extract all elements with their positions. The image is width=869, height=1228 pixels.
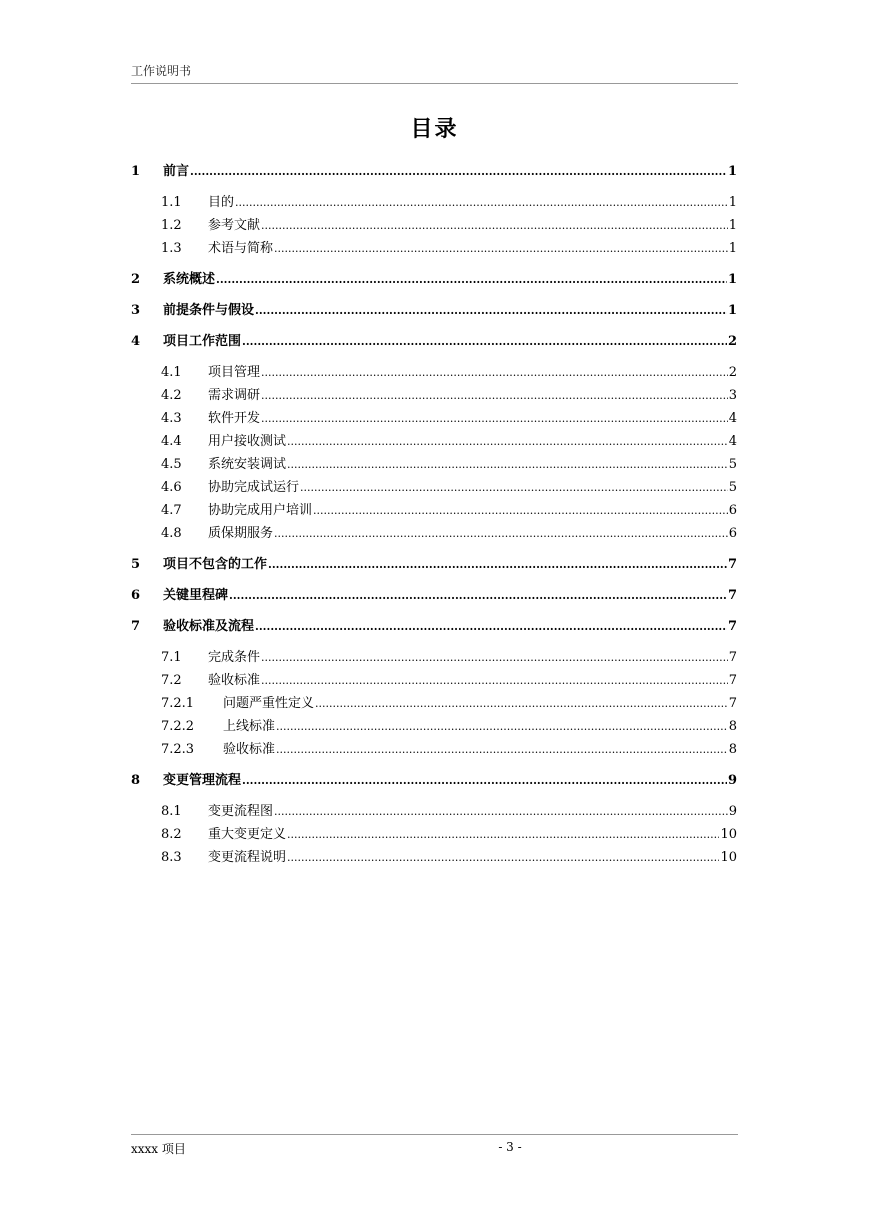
toc-entry-page: 1 (728, 241, 737, 256)
toc-leader-dots (287, 430, 728, 453)
toc-entry-page: 2 (727, 334, 737, 349)
toc-leader-dots (276, 738, 728, 761)
toc-entry-page: 7 (727, 619, 737, 634)
toc-entry[interactable] (131, 738, 737, 761)
toc-entry-number: 4.6 (161, 480, 182, 495)
toc-entry[interactable] (131, 299, 737, 322)
toc-entry-label: 重大变更定义 (208, 827, 287, 842)
toc-entry[interactable] (131, 407, 737, 430)
toc-entry-page: 9 (727, 773, 737, 788)
toc-entry-page: 6 (728, 526, 737, 541)
toc-leader-dots (300, 476, 728, 499)
toc-entry[interactable] (131, 476, 737, 499)
toc-leader-dots (287, 823, 719, 846)
toc-entry-label: 项目不包含的工作 (163, 557, 268, 572)
toc-entry[interactable] (131, 191, 737, 214)
toc-entry-number: 4.8 (161, 526, 182, 541)
toc-entry-page: 7 (728, 673, 737, 688)
toc-entry-page: 5 (728, 457, 737, 472)
toc-entry-label: 需求调研 (208, 388, 261, 403)
toc-entry-number: 7.2.3 (161, 742, 195, 757)
toc-entry[interactable] (131, 499, 737, 522)
toc-entry-page: 7 (728, 650, 737, 665)
toc-entry-label: 验收标准及流程 (163, 619, 255, 634)
toc-entry-page: 8 (728, 742, 737, 757)
toc-leader-dots (287, 453, 728, 476)
toc-entry[interactable] (131, 361, 737, 384)
toc-entry[interactable] (131, 553, 737, 576)
toc-entry-page: 6 (728, 503, 737, 518)
toc-entry-page: 10 (720, 827, 737, 842)
toc-entry-label: 参考文献 (208, 218, 261, 233)
toc-entry-label: 系统安装调试 (208, 457, 287, 472)
toc-entry-page: 1 (727, 164, 737, 179)
toc-entry-number: 4.5 (161, 457, 182, 472)
toc-entry-label: 关键里程碑 (163, 588, 229, 603)
toc-entry-page: 4 (728, 411, 737, 426)
toc-entry[interactable] (131, 692, 737, 715)
table-of-contents (131, 160, 737, 869)
toc-entry[interactable] (131, 669, 737, 692)
toc-leader-dots (242, 769, 727, 792)
toc-entry-page: 5 (728, 480, 737, 495)
toc-entry-number: 4.3 (161, 411, 182, 426)
toc-entry[interactable] (131, 800, 737, 823)
toc-leader-dots (268, 553, 727, 576)
footer-project-name: xxxx 项目 (131, 1142, 186, 1156)
toc-entry-page: 7 (727, 588, 737, 603)
toc-entry-label: 变更管理流程 (163, 773, 242, 788)
toc-entry-number: 8.3 (161, 850, 182, 865)
toc-entry-number: 1.3 (161, 241, 182, 256)
toc-entry-page: 7 (727, 557, 737, 572)
toc-leader-dots (261, 384, 728, 407)
toc-leader-dots (261, 407, 728, 430)
toc-entry-number: 1.2 (161, 218, 182, 233)
toc-entry[interactable] (131, 846, 737, 869)
toc-leader-dots (242, 330, 727, 353)
toc-entry[interactable] (131, 453, 737, 476)
toc-leader-dots (315, 692, 728, 715)
toc-entry-label: 项目管理 (208, 365, 261, 380)
toc-entry-page: 8 (728, 719, 737, 734)
toc-entry[interactable] (131, 823, 737, 846)
toc-leader-dots (287, 846, 719, 869)
footer-rule (131, 1134, 738, 1135)
toc-entry-number: 8 (131, 773, 141, 788)
toc-entry-label: 变更流程说明 (208, 850, 287, 865)
toc-entry[interactable] (131, 769, 737, 792)
toc-entry-label: 目的 (208, 195, 235, 210)
toc-entry-label: 验收标准 (208, 673, 261, 688)
toc-entry-label: 软件开发 (208, 411, 261, 426)
toc-leader-dots (261, 361, 728, 384)
toc-entry-number: 2 (131, 272, 141, 287)
toc-entry-page: 1 (727, 303, 737, 318)
toc-entry-label: 验收标准 (223, 742, 276, 757)
toc-entry-number: 6 (131, 588, 141, 603)
toc-title: 目录 (410, 116, 459, 142)
toc-entry-page: 2 (728, 365, 737, 380)
toc-entry[interactable] (131, 646, 737, 669)
toc-entry-label: 术语与简称 (208, 241, 274, 256)
toc-leader-dots (274, 800, 728, 823)
toc-entry-label: 质保期服务 (208, 526, 274, 541)
toc-leader-dots (255, 299, 727, 322)
toc-entry-number: 4.1 (161, 365, 182, 380)
toc-entry[interactable] (131, 237, 737, 260)
toc-entry[interactable] (131, 268, 737, 291)
toc-leader-dots (190, 160, 727, 183)
toc-leader-dots (235, 191, 728, 214)
toc-entry[interactable] (131, 430, 737, 453)
toc-entry-label: 协助完成试运行 (208, 480, 300, 495)
toc-entry[interactable] (131, 384, 737, 407)
toc-entry[interactable] (131, 522, 737, 545)
toc-leader-dots (276, 715, 728, 738)
toc-entry-label: 上线标准 (223, 719, 276, 734)
toc-entry-page: 7 (728, 696, 737, 711)
toc-leader-dots (313, 499, 728, 522)
toc-leader-dots (274, 237, 728, 260)
toc-entry-label: 项目工作范围 (163, 334, 242, 349)
toc-entry-page: 9 (728, 804, 737, 819)
toc-entry-number: 4.7 (161, 503, 182, 518)
toc-entry-number: 7.1 (161, 650, 182, 665)
toc-entry-label: 前言 (163, 164, 190, 179)
toc-entry[interactable] (131, 715, 737, 738)
toc-entry-number: 1.1 (161, 195, 182, 210)
toc-leader-dots (229, 584, 727, 607)
toc-entry-number: 3 (131, 303, 141, 318)
toc-entry-number: 1 (131, 164, 141, 179)
toc-entry-label: 完成条件 (208, 650, 261, 665)
toc-leader-dots (261, 646, 728, 669)
toc-entry[interactable] (131, 330, 737, 353)
toc-entry[interactable] (131, 584, 737, 607)
toc-entry-page: 3 (728, 388, 737, 403)
toc-entry-number: 7 (131, 619, 141, 634)
toc-entry-label: 协助完成用户培训 (208, 503, 313, 518)
toc-leader-dots (216, 268, 727, 291)
toc-entry[interactable] (131, 615, 737, 638)
footer-page-number: - 3 - (498, 1140, 522, 1154)
toc-entry[interactable] (131, 214, 737, 237)
toc-entry-page: 1 (727, 272, 737, 287)
toc-entry-number: 4 (131, 334, 141, 349)
toc-entry-number: 8.2 (161, 827, 182, 842)
toc-entry-number: 7.2 (161, 673, 182, 688)
toc-leader-dots (274, 522, 728, 545)
toc-entry-label: 用户接收测试 (208, 434, 287, 449)
header-rule (131, 83, 738, 84)
running-header: 工作说明书 (131, 64, 192, 78)
toc-entry-number: 4.4 (161, 434, 182, 449)
toc-leader-dots (261, 669, 728, 692)
toc-entry-number: 7.2.2 (161, 719, 195, 734)
toc-entry-number: 7.2.1 (161, 696, 195, 711)
toc-leader-dots (255, 615, 727, 638)
toc-entry-label: 变更流程图 (208, 804, 274, 819)
toc-entry-page: 1 (728, 218, 737, 233)
toc-entry-label: 问题严重性定义 (223, 696, 315, 711)
toc-entry-page: 4 (728, 434, 737, 449)
toc-entry-number: 5 (131, 557, 141, 572)
toc-entry-number: 4.2 (161, 388, 182, 403)
toc-entry-page: 1 (728, 195, 737, 210)
toc-entry-label: 系统概述 (163, 272, 216, 287)
toc-entry-page: 10 (720, 850, 737, 865)
toc-leader-dots (261, 214, 728, 237)
toc-entry-number: 8.1 (161, 804, 182, 819)
toc-entry[interactable] (131, 160, 737, 183)
toc-entry-label: 前提条件与假设 (163, 303, 255, 318)
